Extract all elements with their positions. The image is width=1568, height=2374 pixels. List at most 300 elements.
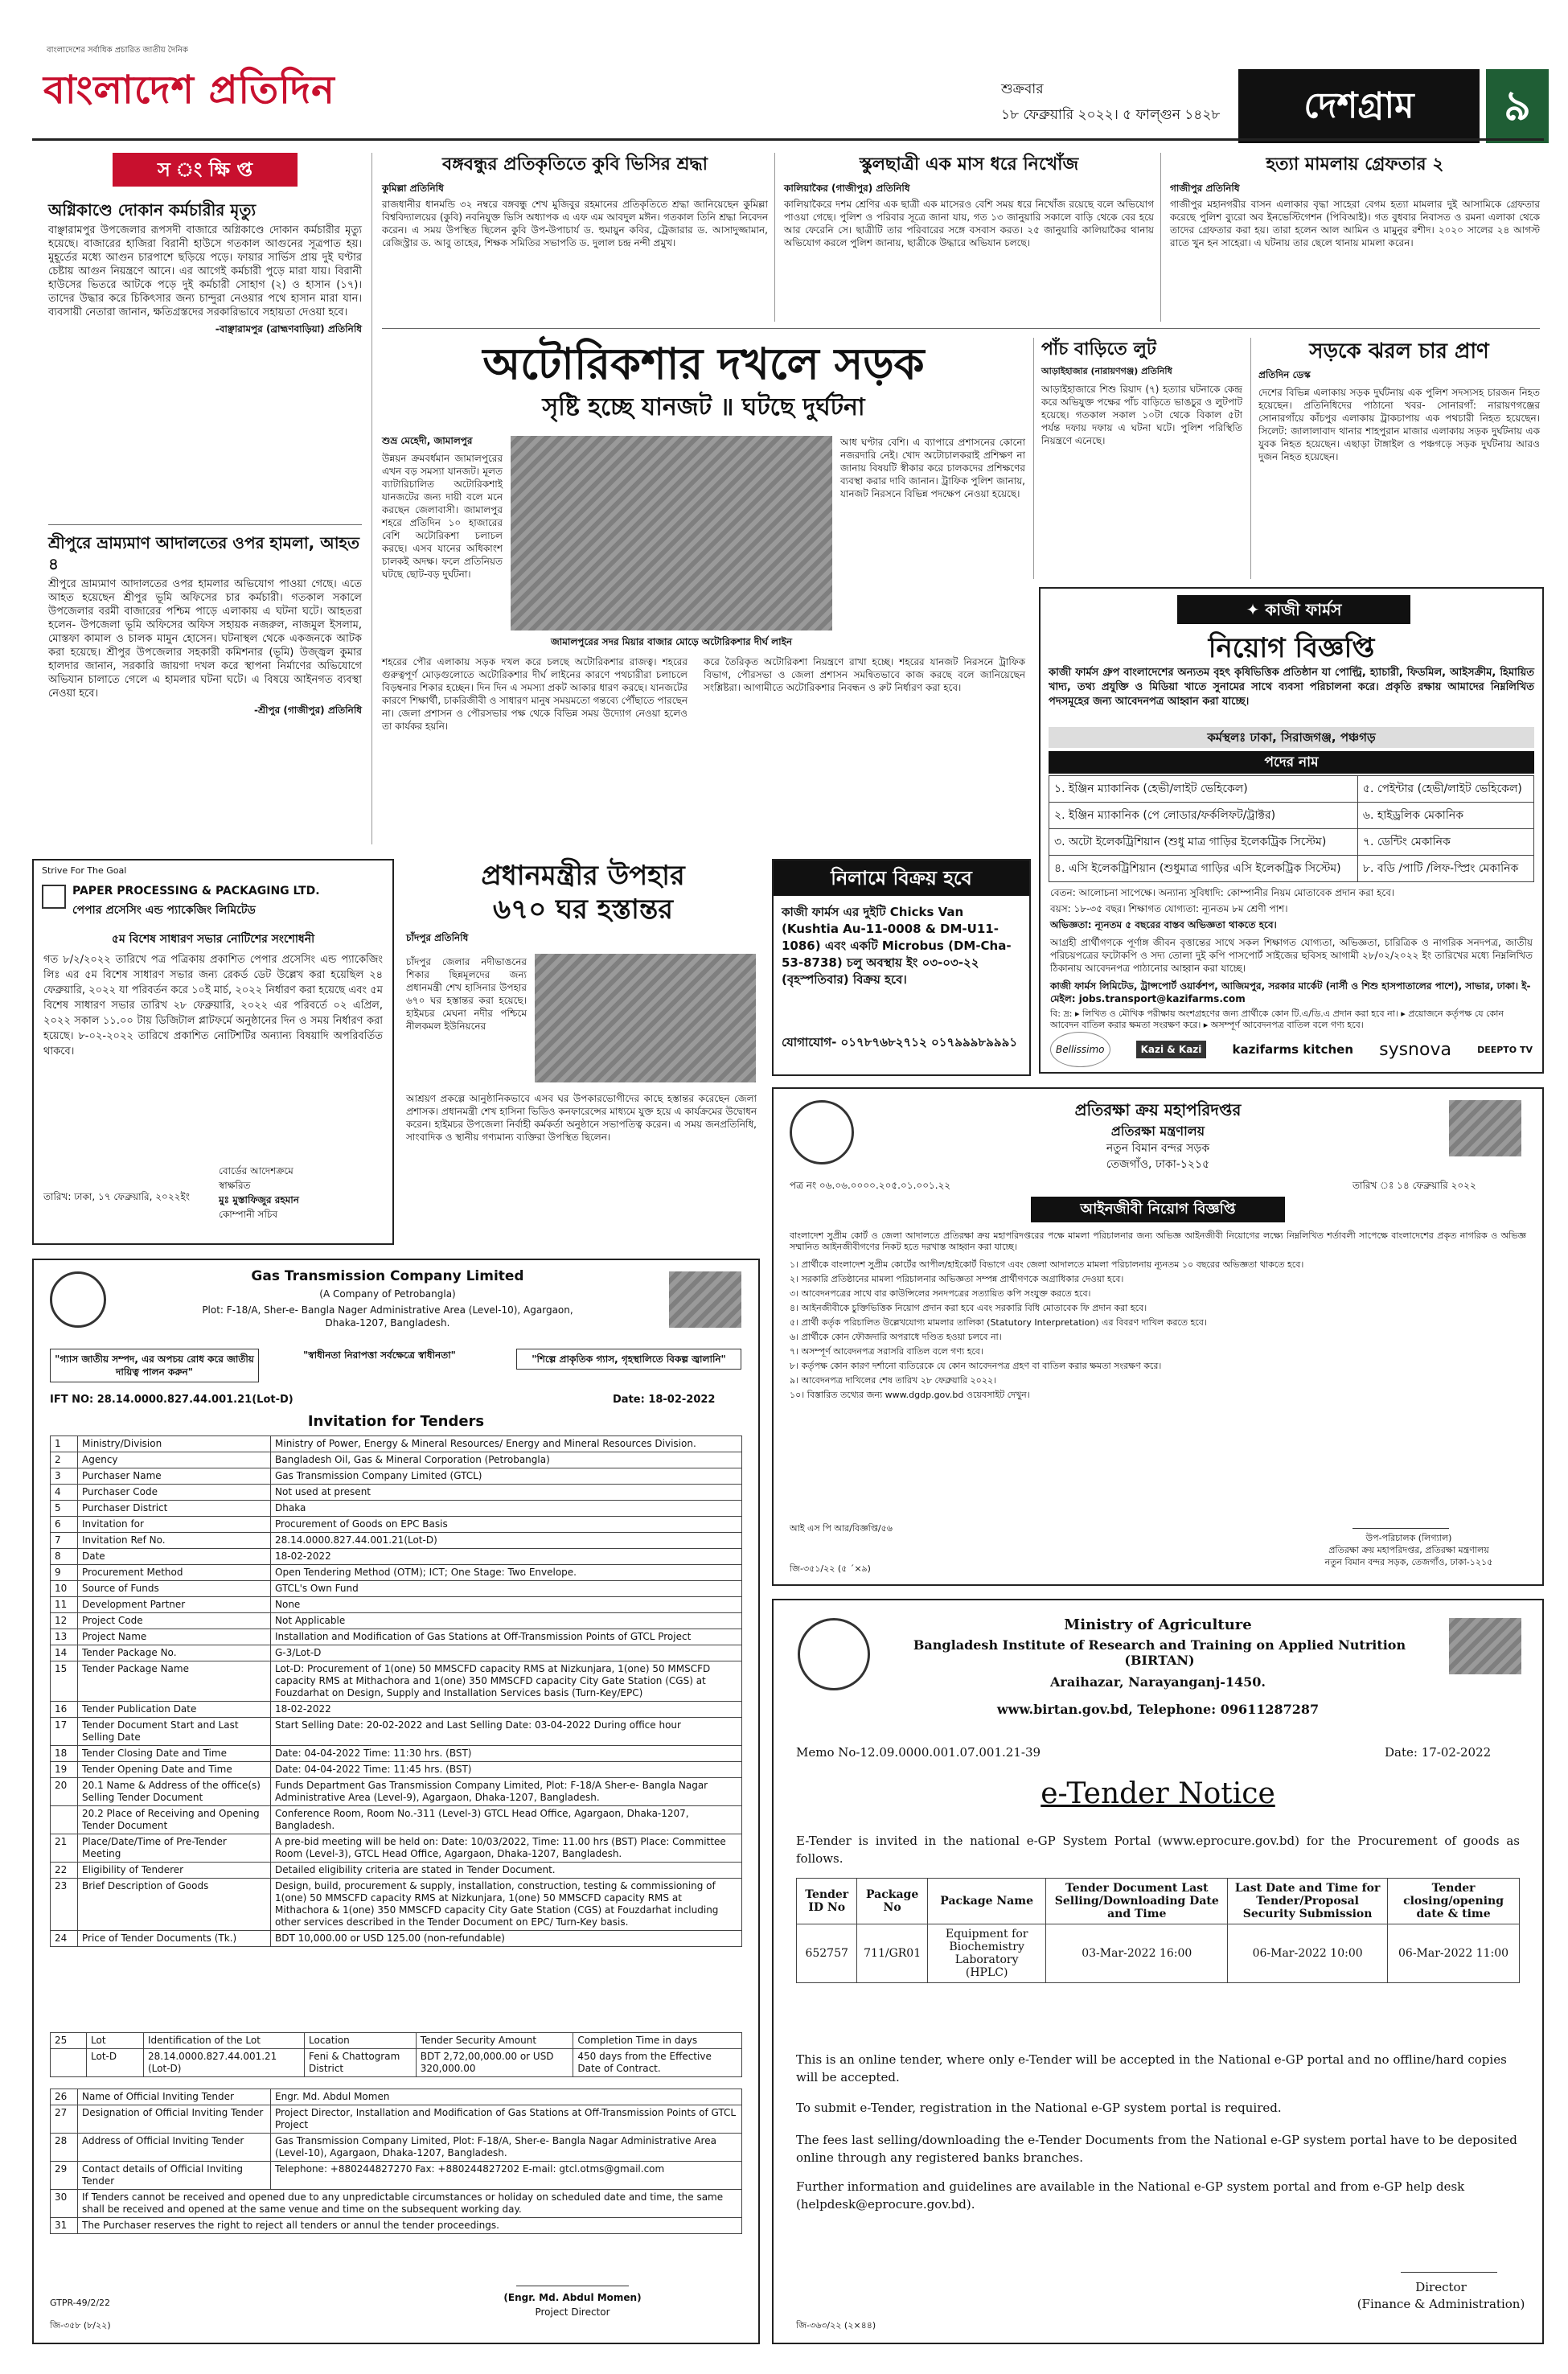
tender-row [51,2190,742,2218]
tender-row [51,1931,742,1947]
table-cell: 652757 [797,1924,857,1983]
lot-header-cell: Completion Time in days [573,2033,742,2049]
dgdp-signer-org: প্রতিরক্ষা ক্রয় মহাপরিদপ্তর, প্রতিরক্ষা মন্ত্রণালয় [1328,1545,1489,1555]
row-value: Not used at present [271,1485,742,1501]
row-value: Bangladesh Oil, Gas & Mineral Corporation (Petrobangla) [271,1452,742,1468]
post-name: ৩. অটো ইলেকট্রিশিয়ান (শুধু মাত্র গাড়ির ইলেকট্রিক সিস্টেম) [1049,829,1358,856]
lead-body-right: আধ ঘণ্টার বেশি। এ ব্যাপারে প্রশাসনের কোনো নজরদারি নেই। খোদ অটোচালকরাই প্রশিক্ষণ না জানায় বিষয়টি স্বীকার করে চালকদের প্রশিক্ষণের ব্যবস্থা করার দাবি জানান। ট্রাফিক পুলিশ জানায়, যানজট নিরসনে বিভিন্ন পদক্ষেপ নেওয়া হয়েছে। [840,437,1025,499]
row-number: 16 [51,1702,78,1718]
birtan-paragraph: To submit e-Tender, registration in the National e-GP system portal is required. [796,2101,1282,2115]
dgdp-conditions [790,1259,1526,1404]
dgdp-org: প্রতিরক্ষা ক্রয় মহাপরিদপ্তর [1074,1100,1242,1119]
dgdp-address-2: তেজগাঁও, ঢাকা-১২১৫ [1106,1158,1210,1171]
post-name: ৮. বডি /পাটি /লিফ-স্প্রিং মেকানিক [1357,856,1533,882]
row-label: Eligibility of Tenderer [78,1863,271,1879]
gtcl-gd-code: জি-৩৫৮ (৮/২২) [50,2320,111,2331]
pm-houses-photo [535,954,756,1082]
post-name: ৪. এসি ইলেকট্রিশিয়ান (শুধুমাত্র গাড়ির এসি ইলেকট্রিক সিস্টেম) [1049,856,1358,882]
condition-item: ৭। অসম্পূর্ণ আবেদনপত্র সরাসরি বাতিল বলে গণ্য হবে। [790,1346,983,1357]
pm-gift-story [406,859,760,1245]
birtan-signer-title: Director [1415,2280,1467,2294]
birtan-signer-dept: (Finance & Administration) [1357,2297,1525,2311]
kazi-address: কাজী ফার্মস লিমিটেড, ট্রান্সপোর্ট ওয়ার্কশপ, আজিমপুর, সরকার মার্কেট (নাৰ্সী ও শিশু হাসপাতালের পাশে), সাভার, ঢাকা। ই-মেইল: jobs.transport@kazifarms.com [1050,980,1531,1004]
dgdp-ref: পত্র নং ০৬.০৬.০০০০.২০৫.০১.০০১.২২ [790,1180,951,1191]
brand-logo: Kazi & Kazi [1136,1041,1207,1058]
row-value: Detailed eligibility criteria are stated in Tender Document. [271,1863,742,1879]
paper-processing-notice-ad [32,859,394,1245]
birtan-signature [1401,2252,1497,2273]
tender-row [51,1661,742,1702]
row-label: Name of Official Inviting Tender [78,2089,271,2105]
row-label: Ministry/Division [78,1436,271,1452]
dgdp-ministry: প্রতিরক্ষা মন্ত্রণালয় [1110,1123,1205,1139]
dgdp-address: নতুন বিমান বন্দর সড়ক [1106,1142,1210,1155]
column-divider [1250,338,1251,579]
tender-row [51,1468,742,1485]
row-value: Design, build, procurement & supply, installation, construction, testing & commissioning of 1(one) 50 MMSCFD capacity RMS at Nizkunjara, 1(one) 50 MMSCFD capacity RMS at Mithachora & 1(one) 350 MMSCFD capacity City Gate Station (CGS) at Fouzdarhat including other services described in the Tender Document on EPC/ Turn-Key basis. [271,1879,742,1931]
paper-place-date: তারিখ: ঢাকা, ১৭ ফেব্রুয়ারি, ২০২২ইং [43,1191,190,1202]
row-number: 2 [51,1452,78,1468]
tender-row [51,2134,742,2162]
masthead-tagline: বাংলাদেশের সর্বাধিক প্রচারিত জাতীয় দৈনিক [47,46,188,55]
row-label: Tender Publication Date [78,1702,271,1718]
row-number: 6 [51,1517,78,1533]
row-label: Tender Document Start and Last Selling Date [78,1718,271,1746]
brief-body: বাঞ্ছারামপুর উপজেলার রূপসদী বাজারে অগ্নিকাণ্ডে দোকান কর্মচারীর মৃত্যু হয়েছে। বাজারের হাজিরা বিরানী হাউসে গতকাল আগুনের সূত্রপাত হয়। মুহূর্তের মধ্যে আগুন চারপাশে ছড়িয়ে পড়ে। ফায়ার সার্ভিস প্রায় দুই ঘণ্টার চেষ্টায় আগুন নিয়ন্ত্রণে আনে। এর আগেই কর্মচারী পুড়ে মারা যায়। বিরানী হাউসের ভিতরে আটকে পড়ে দুই কর্মচারী সোহাগ (২) ও হাসান (১৭)। তাদের উদ্ধার করে চিকিৎসার জন্য চান্দুরা নেওয়ার পথে হাসান মারা যান। ব্যবসায়ী নেতারা জানান, ক্ষতিগ্রস্তদের সরকারিভাবে সহায়তা দেওয়া হবে। [48,224,362,318]
kazi-posts-table [1049,775,1534,882]
row-label: Tender Package Name [78,1661,271,1702]
brief-item [48,532,362,838]
top-story [1170,153,1540,322]
row-number [51,1806,78,1834]
tender-row [51,1645,742,1661]
lot-cell: Lot-D [87,2049,144,2077]
birtan-ministry: Ministry of Agriculture [1064,1616,1252,1633]
section-rule [382,328,1540,329]
birtan-date: Date: 17-02-2022 [1385,1745,1492,1760]
row-label: Agency [78,1452,271,1468]
newspaper-logo: বাংলাদেশ প্রতিদিন [43,68,335,113]
story-body: আশ্রয়ণ প্রকল্পে আনুষ্ঠানিকভাবে এসব ঘর উপকারভোগীদের কাছে হস্তান্তর করেছেন জেলা প্রশাসক। প্রধানমন্ত্রী শেখ হাসিনা ভিডিও কনফারেন্সের মাধ্যমে যুক্ত হয়ে এ কার্যক্রমের উদ্বোধন করেন। হাইমচর উপজেলা নির্বাহী কর্মকর্তা অনুষ্ঠানে সভাপতিত্ব করেন। এ সময় জনপ্রতিনিধি, সাংবাদিক ও স্থানীয় গণ্যমান্য ব্যক্তিরা উপস্থিত ছিলেন। [406,1093,757,1143]
masthead-date: ১৮ ফেব্রুয়ারি ২০২২। ৫ ফাল্গুন ১৪২৮ [1001,107,1221,123]
tender-row [51,1834,742,1863]
story-headline-line2: ৬৭০ ঘর হস্তান্তর [492,893,673,926]
tender-table-row [797,1924,1520,1983]
post-row [1049,776,1534,803]
story-credit: প্রতিদিন ডেস্ক [1258,369,1311,380]
header-cell: Package No [857,1879,928,1924]
row-value: Telephone: +880244827270 Fax: +880244827202 E-mail: gtcl.otms@gmail.com [271,2162,742,2190]
row-value: BDT 10,000.00 or USD 125.00 (non-refundable) [271,1931,742,1947]
row-number: 19 [51,1762,78,1778]
tender-row [51,1629,742,1645]
condition-item: ১০। বিস্তারিত তথ্যের জন্য www.dgdp.gov.bd ওয়েবসাইট দেখুন। [790,1390,1030,1400]
row-label: Invitation for [78,1517,271,1533]
gtcl-lot-table [50,2032,742,2077]
dgdp-signature [1353,1511,1449,1529]
row-number: 4 [51,1485,78,1501]
condition-item: ৯। আবেদনপত্র দাখিলের শেষ তারিখ ২৮ ফেব্রুয়ারি ২০২২। [790,1375,997,1386]
tender-row [51,1501,742,1517]
row-value: Dhaka [271,1501,742,1517]
row-label: If Tenders cannot be received and opened due to any unpredictable circumstances or holiday on scheduled date and time, the same shall be received and opened at the same venue and time on the subsequent working day. [78,2190,742,2218]
paper-company-name-bn: পেপার প্রসেসিং এন্ড প্যাকেজিং লিমিটেড [72,904,256,917]
lot-header-cell: 25 [51,2033,87,2049]
row-value: Engr. Md. Abdul Momen [271,2089,742,2105]
paper-logo-icon [42,885,66,909]
row-label: Date [78,1549,271,1565]
gtcl-tender-table [50,1435,742,1947]
dgdp-signer-title: উপ-পরিচালক (লিগ্যাল) [1365,1533,1452,1543]
paper-notice-title: ৫ম বিশেষ সাধারণ সভার নোটিশের সংশোধনী [111,933,315,946]
row-number: 22 [51,1863,78,1879]
post-name: ৫. পেইন্টার (হেভী/লাইট ভেহিকেল) [1357,776,1533,803]
gtcl-slogan: "শিল্পে প্রাকৃতিক গ্যাস, গৃহস্থালিতে বিকল্প জ্বালানি" [516,1349,741,1370]
row-label: Price of Tender Documents (Tk.) [78,1931,271,1947]
row-number: 10 [51,1581,78,1597]
kazi-ad-intro: কাজী ফার্মস গ্রুপ বাংলাদেশের অন্যতম বৃহৎ কৃষিভিত্তিক প্রতিষ্ঠান যা পোল্ট্রি, হ্যাচারী, ফিডমিল, আইসক্রীম, হিমায়িত খাদ্য, তথ্য প্রযুক্তি ও মিডিয়া খাতে সুনামের সাথে ব্যবসা পরিচালনা করে। প্রকৃতি রক্ষায় আমাদের নিম্নলিখিত পদসমূহের জন্য আবেদনপত্র আহ্বান করা যাচ্ছে। [1049,667,1534,708]
row-label: 20.1 Name & Address of the office(s) Selling Tender Document [78,1778,271,1806]
condition-item: ৮। কর্তৃপক্ষ কোন কারণ দর্শানো ব্যতিরেকে যে কোন আবেদনপত্র গ্রহণ বা বাতিল করার ক্ষমতা সংরক্ষণ করে। [790,1361,1162,1371]
paper-notice-body: গত ৮/২/২০২২ তারিখে পত্র পত্রিকায় প্রকাশিত পেপার প্রসেসিং এন্ড প্যাকেজিং লিঃ এর ৫ম বিশেষ সাধারণ সভার জন্য রেকর্ড ডেট উল্লেখ করা হয়েছিল ২৪ ফেব্রুয়ারি, ২০২২ যা পরিবর্তন করে ১০ই মার্চ, ২০২২ নির্ধারণ করা হয়েছে এবং ৫ম বিশেষ সাধারণ সভার তারিখ ২৮ ফেব্রুয়ারি, ২০২২ এর পরিবর্তে ০২ এপ্রিল, ২০২২ সকাল ১১.০০ টায় ডিজিটাল প্লাটফর্মে অনুষ্ঠানের দিন ও সময় নির্ধারণ করা হয়েছে। ৮-০২-২০২২ তারিখে প্রকাশিত নোটিশটির অন্যান্য বিষয়াদি অপরিবর্তিত থাকবে। [43,954,383,1058]
row-number: 14 [51,1645,78,1661]
row-value: A pre-bid meeting will be held on: Date: 10/03/2022, Time: 11.00 hrs (BST) Place: Committee Room (Level-3), GTCL Head Office, Agargaon, Dhaka-1207, Bangladesh. [271,1834,742,1863]
birtan-etender-ad [772,1599,1544,2344]
birtan-gd-code: জি-৩৬৩/২২ (২×৪৪) [796,2320,876,2331]
brief-body: শ্রীপুরে ভ্রাম্যমাণ আদালতের ওপর হামলার অভিযোগ পাওয়া গেছে। এতে আহত হয়েছেন শ্রীপুর ভূমি অফিসের চার কর্মচারী। গতকাল সকালে উপজেলার বরমী বাজারের পশ্চিম পাড়ে এলাকায় এ ঘটনা ঘটে। আহতরা হলেন- উপজেলা ভূমি অফিসের অফিস সহায়ক নজরুল, নাজমুল ইসলাম, মোস্তফা কামাল ও চালক মামুন হোসেন। ঘটনাস্থল থেকে একজনকে আটক করা হয়েছে। শ্রীপুর উপজেলার সহকারী কমিশনার (ভূমি) উজ্জ্বল কুমার হালদার জানান, সরকারি জায়গা দখল করে স্থাপনা নির্মাণের অভিযোগে অভিযান চালাতে গেলে এ হামলার ঘটনা ঘটে। এ বিষয়ে আইনগত ব্যবস্থা নেওয়া হবে। [48,578,362,700]
tender-row [51,1597,742,1613]
gtcl-address: Plot: F-18/A, Sher-e- Bangla Nager Administrative Area (Level-10), Agargaon, Dhaka-1207, Bangladesh. [202,1304,573,1329]
lot-cell: 450 days from the Effective Date of Contract. [573,2049,742,2077]
dgdp-lawyer-ad [772,1087,1544,1586]
auction-body: কাজী ফার্মস এর দুইটি Chicks Van (Kushtia Au-11-0008 & DM-U11- 1086) এবং একটি Microbus (DM-Cha-53-8738) চলু অবস্থায় ইং ০৩-০৩-২২ (বৃহস্পতিবার) বিক্রয় হবে। [782,905,1012,987]
lead-headline: অটোরিকশার দখলে সড়ক [482,339,925,389]
gtcl-signer-title: Project Director [535,2306,610,2318]
kazi-location-bar: কর্মস্থলঃ ঢাকা, সিরাজগঞ্জ, পঞ্চগড় [1049,727,1534,748]
brand-logo: DEEPTO TV [1477,1044,1533,1055]
condition-item: ৪। আইনজীবীকে চুক্তিভিত্তিক নিয়োগ প্রদান করা হবে এবং সরকারি বিধি মোতাবেক ফি প্রদান করা হবে। [790,1303,1147,1313]
tender-row [51,1581,742,1597]
brief-divider [48,524,362,525]
post-name: ৬. হাইড্রলিক মেকানিক [1357,803,1533,829]
row-number: 31 [51,2218,78,2234]
table-cell: 711/GR01 [857,1924,928,1983]
story-credit: গাজীপুর প্রতিনিধি [1170,183,1240,194]
brief-credit: -বাঞ্ছারামপুর (ব্রাহ্মণবাড়িয়া) প্রতিনিধি [215,323,362,335]
condition-item: ৫। প্রার্থী কর্তৃক পরিচালিত উল্লেখযোগ্য মামলার তালিকা (Statutory Interpretation) এর বিবরণ দাখিল করতে হবে। [790,1317,1207,1328]
header-cell: Tender ID No [797,1879,857,1924]
auction-title: নিলামে বিক্রয় হবে [774,860,1029,896]
row-value: GTCL's Own Fund [271,1581,742,1597]
brand-logo: sysnova [1379,1039,1451,1060]
story-body: দেশের বিভিন্ন এলাকায় সড়ক দুর্ঘটনায় এক পুলিশ সদস্যসহ চারজন নিহত হয়েছেন। প্রতিনিধিদের পাঠানো খবর- সোনারগাঁ: নারায়ণগঞ্জের সোনারগাঁয়ে কাঁচপুর এলাকায় ট্রাকচাপায় এক পথচারী নিহত হয়েছেন। সিলেট: জালালাবাদ থানার শাহপুরান মাজার এলাকায় সড়ক দুর্ঘটনায় এক যুবক নিহত হয়েছেন। এছাড়া টাঙ্গাইল ও পঞ্চগড়ে সড়ক দুর্ঘটনায় আরও দুজন নিহত হয়েছেন। [1258,387,1540,462]
gtcl-company: Gas Transmission Company Limited [251,1268,524,1284]
row-number: 29 [51,2162,78,2190]
row-value: Open Tendering Method (OTM); ICT; One Stage: Two Envelope. [271,1565,742,1581]
row-number: 13 [51,1629,78,1645]
tender-row [51,1702,742,1718]
lot-cell [51,2049,87,2077]
birtan-website: www.birtan.gov.bd, Telephone: 09611287287 [996,1702,1320,1717]
tender-row [51,1533,742,1549]
story-headline: বঙ্গবন্ধুর প্রতিকৃতিতে কুবি ভিসির শ্রদ্ধা [441,154,708,175]
lot-cell: Feni & Chattogram District [305,2049,417,2077]
tender-row [51,1718,742,1746]
header-cell: Tender Document Last Selling/Downloading Date and Time [1046,1879,1228,1924]
birtan-paragraph: Further information and guidelines are available in the National e-GP system portal and from e-GP help desk (helpdesk@eprocure.gov.bd). [796,2179,1465,2212]
top-story [382,153,768,322]
gtcl-date: Date: 18-02-2022 [613,1394,716,1406]
gtcl-title: Invitation for Tenders [307,1413,485,1430]
lead-photo-caption: জামালপুরের সদর মিয়ার বাজার মোড়ে অটোরিকশার দীর্ঘ লাইন [551,636,792,647]
row-number: 26 [51,2089,78,2105]
row-number: 15 [51,1661,78,1702]
table-cell: 06-Mar-2022 11:00 [1388,1924,1520,1983]
lot-cell: BDT 2,72,00,000.00 or USD 320,000.00 [416,2049,573,2077]
tender-row [51,2089,742,2105]
row-number: 18 [51,1746,78,1762]
row-value: Date: 04-04-2022 Time: 11:30 hrs. (BST) [271,1746,742,1762]
birtan-title: e-Tender Notice [1041,1777,1275,1810]
top-story [784,153,1154,322]
lot-header-row [51,2033,742,2049]
row-label: Designation of Official Inviting Tender [78,2105,271,2134]
lot-header-cell: Lot [87,2033,144,2049]
row-label: Tender Package No. [78,1645,271,1661]
row-label: Place/Date/Time of Pre-Tender Meeting [78,1834,271,1863]
tender-row [51,1436,742,1452]
dgdp-signer-address: নতুন বিমান বন্দর সড়ক, তেজগাঁও, ঢাকা-১২১৫ [1324,1557,1493,1567]
mujib-year-logo [1449,1100,1521,1156]
column-divider [1160,153,1161,322]
tender-row [51,1565,742,1581]
lead-photo [511,436,832,630]
birtan-tender-table [796,1878,1520,1983]
row-value: Start Selling Date: 20-02-2022 and Last Selling Date: 03-04-2022 During office hour [271,1718,742,1746]
row-value: Procurement of Goods on EPC Basis [271,1517,742,1533]
birtan-org: Bangladesh Institute of Research and Training on Applied Nutrition (BIRTAN) [913,1637,1406,1668]
row-number: 21 [51,1834,78,1863]
story-credit: কুমিল্লা প্রতিনিধি [382,183,444,194]
row-value: Lot-D: Procurement of 1(one) 50 MMSCFD capacity RMS at Nizkunjara, 1(one) 50 MMSCFD capacity RMS at Mithachora and 1(one) 350 MMSCFD capacity City Gate Station (CGS) at Fouzdarhat on Design, Supply and Installation Services basis (Turn-Key/EPC) [271,1661,742,1702]
post-row [1049,829,1534,856]
row-label: Procurement Method [78,1565,271,1581]
row-number: 28 [51,2134,78,2162]
row-label: Contact details of Official Inviting Tender [78,2162,271,2190]
row-label: Development Partner [78,1597,271,1613]
row-number: 24 [51,1931,78,1947]
row-value: G-3/Lot-D [271,1645,742,1661]
row-value: Project Director, Installation and Modification of Gas Stations at Off-Transmission Points of GTCL Project [271,2105,742,2134]
table-cell: 06-Mar-2022 10:00 [1228,1924,1388,1983]
birtan-address: Araihazar, Narayanganj-1450. [1050,1674,1266,1690]
paper-signer: মুঃ মুস্তাফিজুর রহমান [219,1194,299,1205]
lead-body-bottom: করে তৈরিকৃত অটোরিকশা নিয়ন্ত্রণে রাখা হচ্ছে। শহরের যানজট নিরসনে ট্রাফিক বিভাগ, পৌরসভা ও জেলা প্রশাসন সমন্বিতভাবে কাজ করছে বলে জানিয়েছেন সংশ্লিষ্টরা। আগামীতে অটোরিকশার নিবন্ধন ও রুট নির্ধারণ করা হবে। [704,656,1025,693]
condition-item: ৬। প্রার্থীকে কোন ফৌজদারি অপরাধে দণ্ডিত হওয়া চলবে না। [790,1332,1002,1342]
section-banner: দেশগ্রাম [1238,69,1480,143]
kazi-note: বি: দ্র: ▸ লিখিত ও মৌখিক পরীক্ষায় অংশগ্রহণের জন্য প্রার্থীকে কোন টি.এ/ডি.এ প্রদান করা হবে না। ▸ প্রয়োজনে কর্তৃপক্ষ যে কোন আবেদন বাতিল করার ক্ষমতা সংরক্ষণ করে। ▸ অসম্পূর্ণ আবেদনপত্র বাতিল বলে গণ্য হবে। [1050,1008,1504,1030]
row-value: Ministry of Power, Energy & Mineral Resources/ Energy and Mineral Resources Division. [271,1436,742,1452]
gtcl-signature [516,2257,629,2286]
row-value: Date: 04-04-2022 Time: 11:45 hrs. (BST) [271,1762,742,1778]
tender-row [51,1762,742,1778]
kazi-salary: বেতন: আলোচনা সাপেক্ষে। অন্যান্য সুবিধাদি: কোম্পানীর নিয়ম মোতাবেক প্রদান করা হবে। [1050,887,1395,898]
row-number: 20 [51,1778,78,1806]
dgdp-intro: বাংলাদেশ সুপ্রীম কোর্ট ও জেলা আদালতে প্রতিরক্ষা ক্রয় মহাপরিদপ্তরের পক্ষে মামলা পরিচালনার জন্য অভিজ্ঞ আইনজীবী নিয়োগের লক্ষ্যে নিম্নলিখিত শর্তাবলী সাপেক্ষে বাংলাদেশের প্রকৃত নাগরিক ও অভিজ্ঞ সম্মানিত আইনজীবীগণের নিকট হতে দরখাস্ত আহ্বান করা যাচ্ছে। [790,1230,1526,1252]
row-label: The Purchaser reserves the right to reject all tenders or annul the tender proceedings. [78,2218,742,2234]
lead-body-main: শহরের পৌর এলাকায় সড়ক দখল করে চলছে অটোরিকশার রাজত্ব। শহরের গুরুত্বপূর্ণ মোড়গুলোতে অটোরিকশার দীর্ঘ লাইনের কারণে পথচারীরা চলাচলে বিড়ম্বনার শিকার হচ্ছেন। দিন দিন এ সমস্যা প্রকট আকার ধারণ করছে। যানজটের কারণে শিক্ষার্থী, চাকরিজীবী ও সাধারণ মানুষ সময়মতো গন্তব্যে পৌঁছাতে পারছেন না। জেলা প্রশাসন ও পৌরসভার পক্ষ থেকে বিভিন্ন সময় উদ্যোগ নেওয়া হলেও তা কার্যকর হয়নি। [382,656,688,732]
row-value: Funds Department Gas Transmission Company Limited, Plot: F-18/A Sher-e- Bangla Nagar Administrative Area (Level-9), Agargaon, Dhaka-1207, Bangladesh. [271,1778,742,1806]
kazi-brand-strip [1050,1029,1533,1070]
row-number: 9 [51,1565,78,1581]
row-number: 7 [51,1533,78,1549]
paper-signed: স্বাক্ষরিত [219,1180,251,1191]
table-cell: 03-Mar-2022 16:00 [1046,1924,1228,1983]
row-value: None [271,1597,742,1613]
kazi-farms-recruitment-ad [1039,587,1544,1074]
row-label: Invitation Ref No. [78,1533,271,1549]
brief-title: শ্রীপুরে ভ্রাম্যমাণ আদালতের ওপর হামলা, আহত ৪ [48,533,360,573]
tender-row [51,2105,742,2134]
tender-row [51,1452,742,1468]
tender-row [51,1806,742,1834]
row-value: 18-02-2022 [271,1702,742,1718]
header-cell: Package Name [927,1879,1046,1924]
gtcl-subtitle: (A Company of Petrobangla) [319,1288,456,1300]
kazi-instructions: আগ্রহী প্রার্থীগণকে পূর্ণাঙ্গ জীবন বৃত্তান্তের সাথে সকল শিক্ষাগত যোগ্যতা, অভিজ্ঞতা, চারিত্রিক ও নাগরিক সনদপত্র, জাতীয় পরিচয়পত্রের ফটোকপি ও সদ্য তোলা দুই কপি পাসপোর্ট সাইজের ছবিসহ আগামী ২৮/০২/২০২২ ইং তারিখের মধ্যে নিম্নলিখিত ঠিকানায় আবেদনপত্র পাঠানোর আহ্বান করা যাচ্ছে। [1050,937,1533,974]
side-story [1258,338,1540,579]
story-headline: হত্যা মামলায় গ্রেফতার ২ [1266,154,1444,175]
row-number: 1 [51,1436,78,1452]
row-label: Brief Description of Goods [78,1879,271,1931]
row-label: Tender Opening Date and Time [78,1762,271,1778]
post-name: ৭. ডেন্টিং মেকানিক [1357,829,1533,856]
row-number: 12 [51,1613,78,1629]
row-label: Purchaser Code [78,1485,271,1501]
story-body: গাজীপুর মহানগরীর বাসন এলাকার বৃদ্ধা সাহেরা বেগম হত্যা মামলার দুই আসামিকে গ্রেফতার করেছে পুলিশ ব্যুরো অব ইনভেস্টিগেশন (পিবিআই)। গত বুধবার নিবাসত ও রমনা এলাকা থেকে তাদের গ্রেফতার করা হয়। তারা হলেন আল আমিন ও মামুনুর রশীদ। ২০২০ সালের ২৪ আগস্ট রাতে খুন হন সাহেরা। এ ঘটনায় তার ছেলে থানায় মামলা করেন। [1170,199,1540,248]
row-value: 18-02-2022 [271,1549,742,1565]
story-headline: স্কুলছাত্রী এক মাস ধরে নিখোঁজ [859,154,1079,175]
column-divider [774,153,775,322]
brand-logo: kazifarms kitchen [1232,1042,1354,1057]
masthead-day: শুক্রবার [1001,81,1044,97]
lead-body-left: উন্নয়ন ক্রমবর্ধমান জামালপুরের এখন বড় সমস্যা যানজট। মূলত ব্যাটারিচালিত অটোরিকশাই যানজটের জন্য দায়ী বলে মনে করছেন জেলাবাসী। জামালপুর শহরে প্রতিদিন ১০ হাজারের বেশি অটোরিকশা চলাচল করছে। এসব যানের অধিকাংশ চালকই অদক্ষ। ফলে প্রতিনিয়ত ঘটছে ছোট-বড় দুর্ঘটনা। [382,453,503,580]
dgdp-title: আইনজীবী নিয়োগ বিজ্ঞপ্তি [1031,1197,1285,1222]
row-value: Installation and Modification of Gas Stations at Off-Transmission Points of GTCL Project [271,1629,742,1645]
row-number: 3 [51,1468,78,1485]
story-headline: পাঁচ বাড়িতে লুট [1041,339,1156,359]
row-label: Purchaser Name [78,1468,271,1485]
row-value: 28.14.0000.827.44.001.21(Lot-D) [271,1533,742,1549]
birtan-memo: Memo No-12.09.0000.001.07.001.21-39 [796,1745,1041,1760]
kazi-brand-bar [1177,595,1410,624]
gtcl-slogan: "স্বাধীনতা নিরাপত্তা সর্বক্ষেত্রে স্বাধীনতা" [303,1349,456,1361]
kazi-age: বয়স: ১৮-৩৫ বছর। শিক্ষাগত যোগ্যতা: ন্যূনতম ৮ম শ্রেণী পাশ। [1050,903,1288,914]
tender-row [51,1613,742,1629]
lead-story [382,338,1025,844]
tender-row [51,1746,742,1762]
tender-row [51,1778,742,1806]
page-number-badge: ৯ [1486,69,1549,143]
row-number: 23 [51,1879,78,1931]
tender-row [51,2162,742,2190]
dgdp-gd-code: জি-৩৫১/২২ (৫ ´×৯) [790,1563,871,1574]
tender-row [51,1517,742,1533]
briefs-column [48,153,362,844]
story-body-top: চাঁদপুর জেলার নদীভাঙনের শিকার ছিন্নমূলদের জন্য প্রধানমন্ত্রী শেখ হাসিনার উপহার ৬৭০ ঘর হস্তান্তর করা হয়েছে। হাইমচর মেঘনা নদীর পশ্চিমে নীলকমল ইউনিয়নের [406,956,527,1032]
row-value: Not Applicable [271,1613,742,1629]
brand-logo: Bellissimo [1050,1032,1110,1067]
gtcl-ift-number: IFT NO: 28.14.0000.827.44.001.21(Lot-D) [50,1394,293,1406]
row-number: 30 [51,2190,78,2218]
brief-credit: -শ্রীপুর (গাজীপুর) প্রতিনিধি [254,704,362,716]
tender-row [51,2218,742,2234]
row-number: 8 [51,1549,78,1565]
story-credit: আড়াইহাজার (নারায়ণগঞ্জ) প্রতিনিধি [1041,366,1172,376]
post-row [1049,856,1534,882]
tender-row [51,1549,742,1565]
tender-row [51,1879,742,1931]
row-label: Tender Closing Date and Time [78,1746,271,1762]
row-number: 17 [51,1718,78,1746]
row-label: Purchaser District [78,1501,271,1517]
brief-title: অগ্নিকাণ্ডে দোকান কর্মচারীর মৃত্যু [48,200,257,220]
birtan-intro: E-Tender is invited in the national e-GP System Portal (www.eprocure.gov.bd) for the Procurement of goods as follows. [796,1834,1520,1866]
gtcl-slogan: "গ্যাস জাতীয় সম্পদ, এর অপচয় রোধ করে জাতীয় দায়িত্ব পালন করুন" [50,1349,259,1382]
condition-item: ১। প্রার্থীকে বাংলাদেশ সুপ্রীম কোর্টের আপীল/হাইকোর্ট বিভাগে এবং জেলা আদালতে মামলা পরিচালনায় ন্যূনতম ১০ বছরের অভিজ্ঞতা থাকতে হবে। [790,1259,1304,1270]
column-divider [371,153,372,844]
header-cell: Tender closing/opening date & time [1388,1879,1520,1924]
row-number: 5 [51,1501,78,1517]
lot-header-cell: Location [305,2033,417,2049]
row-number: 27 [51,2105,78,2134]
kazi-logo-icon: ✦ [1246,600,1266,619]
row-label: Address of Official Inviting Tender [78,2134,271,2162]
paper-slogan: Strive For The Goal [42,865,127,876]
gtcl-ref-code: GTPR-49/2/22 [50,2298,111,2308]
kazi-ad-title: নিয়োগ বিজ্ঞপ্তি [1208,632,1375,664]
gtcl-official-table [50,2089,742,2234]
side-story [1041,338,1242,579]
story-body: কালিয়াকৈরে দশম শ্রেণির এক ছাত্রী এক মাসেরও বেশি সময় ধরে নিখোঁজ রয়েছে বলে অভিযোগ পাওয়া গেছে। পুলিশ ও পরিবার সূত্রে জানা যায়, গত ১৩ জানুয়ারি সকালে বাড়ি থেকে বের হয়ে আর ফেরেনি সে। ছাত্রীটি তার পরিবারের সঙ্গে বসবাস করত। ২৫ জানুয়ারি কালিয়াকৈর থানায় অভিযোগ করলে পুলিশ জানায়, ছাত্রীকে উদ্ধারে অভিযান চলছে। [784,199,1154,248]
mujib-year-logo [669,1271,741,1328]
kazi-experience: অভিজ্ঞতা: ন্যূনতম ৫ বছরের বাস্তব অভিজ্ঞতা থাকতে হবে। [1050,919,1277,930]
row-label: 20.2 Place of Receiving and Opening Tender Document [78,1806,271,1834]
story-body: রাজধানীর ধানমন্ডি ৩২ নম্বরে বঙ্গবন্ধু শেখ মুজিবুর রহমানের প্রতিকৃতিতে শ্রদ্ধা জানিয়েছেন কুমিল্লা বিশ্ববিদ্যালয়ের (কুবি) নবনিযুক্ত ভিসি অধ্যাপক এ এফ এম আবদুল মঈন। গতকাল তিনি শ্রদ্ধা নিবেদন করেন। এ সময় উপস্থিত ছিলেন কুবি উপ-উপাচার্য ড. হুমায়ুন কবির, ট্রেজারার ড. আসাদুজ্জামান, রেজিস্ট্রার ড. আবু তাহের, শিক্ষক সমিতির সভাপতি ড. দুলাল চন্দ্র নন্দী প্রমুখ। [382,199,768,248]
post-row [1049,803,1534,829]
dgdp-date: তারিখ ঃ ১৪ ফেব্রুয়ারি ২০২২ [1353,1180,1476,1191]
story-body: আড়াইহাজারে শিশু রিয়াদ (৭) হত্যার ঘটনাকে কেন্দ্র করে অভিযুক্ত পক্ষের পাঁচ বাড়িতে ভাঙচুর ও লুটপাট হয়েছে। গতকাল সকাল ১০টা থেকে বিকাল ৫টা পর্যন্ত দফায় দফায় এ ঘটনা ঘটে। পুলিশ পরিস্থিতি নিয়ন্ত্রণে এনেছে। [1041,384,1242,446]
table-cell: Equipment for Biochemistry Laboratory (HPLC) [927,1924,1046,1983]
story-headline: প্রধানমন্ত্রীর উপহার [481,860,685,892]
tender-table-header [797,1879,1520,1924]
masthead-rule [32,138,1544,141]
row-value: Conference Room, Room No.-311 (Level-3) GTCL Head Office, Agargaon, Dhaka-1207, Bangladesh. [271,1806,742,1834]
auction-contact: যোগাযোগ- ০১৭৮৭৬৮২৭১২ ০১৭৯৯৯৮৯৯৯১ [782,1035,1018,1049]
gtcl-logo-icon [50,1271,106,1328]
kazi-posts-heading: পদের নাম [1049,751,1534,774]
kazi-brand-name: কাজী ফার্মস [1265,600,1342,619]
condition-item: ৩। আবেদনপত্রের সাথে বার কাউন্সিলের সনদপত্রের সত্যায়িত কপি সংযুক্ত করতে হবে। [790,1288,1091,1299]
row-number: 11 [51,1597,78,1613]
auction-ad [772,859,1031,1076]
lot-row [51,2049,742,2077]
gtcl-signer: (Engr. Md. Abdul Momen) [503,2292,642,2303]
row-value: Gas Transmission Company Limited, Plot: F-18/A, Sher-e- Bangla Nagar Administrative Area (Level-10), Agargaon, Dhaka-1207, Bangladesh. [271,2134,742,2162]
story-headline: সড়কে ঝরল চার প্রাণ [1309,339,1489,363]
lot-header-cell: Tender Security Amount [416,2033,573,2049]
row-label: Project Name [78,1629,271,1645]
